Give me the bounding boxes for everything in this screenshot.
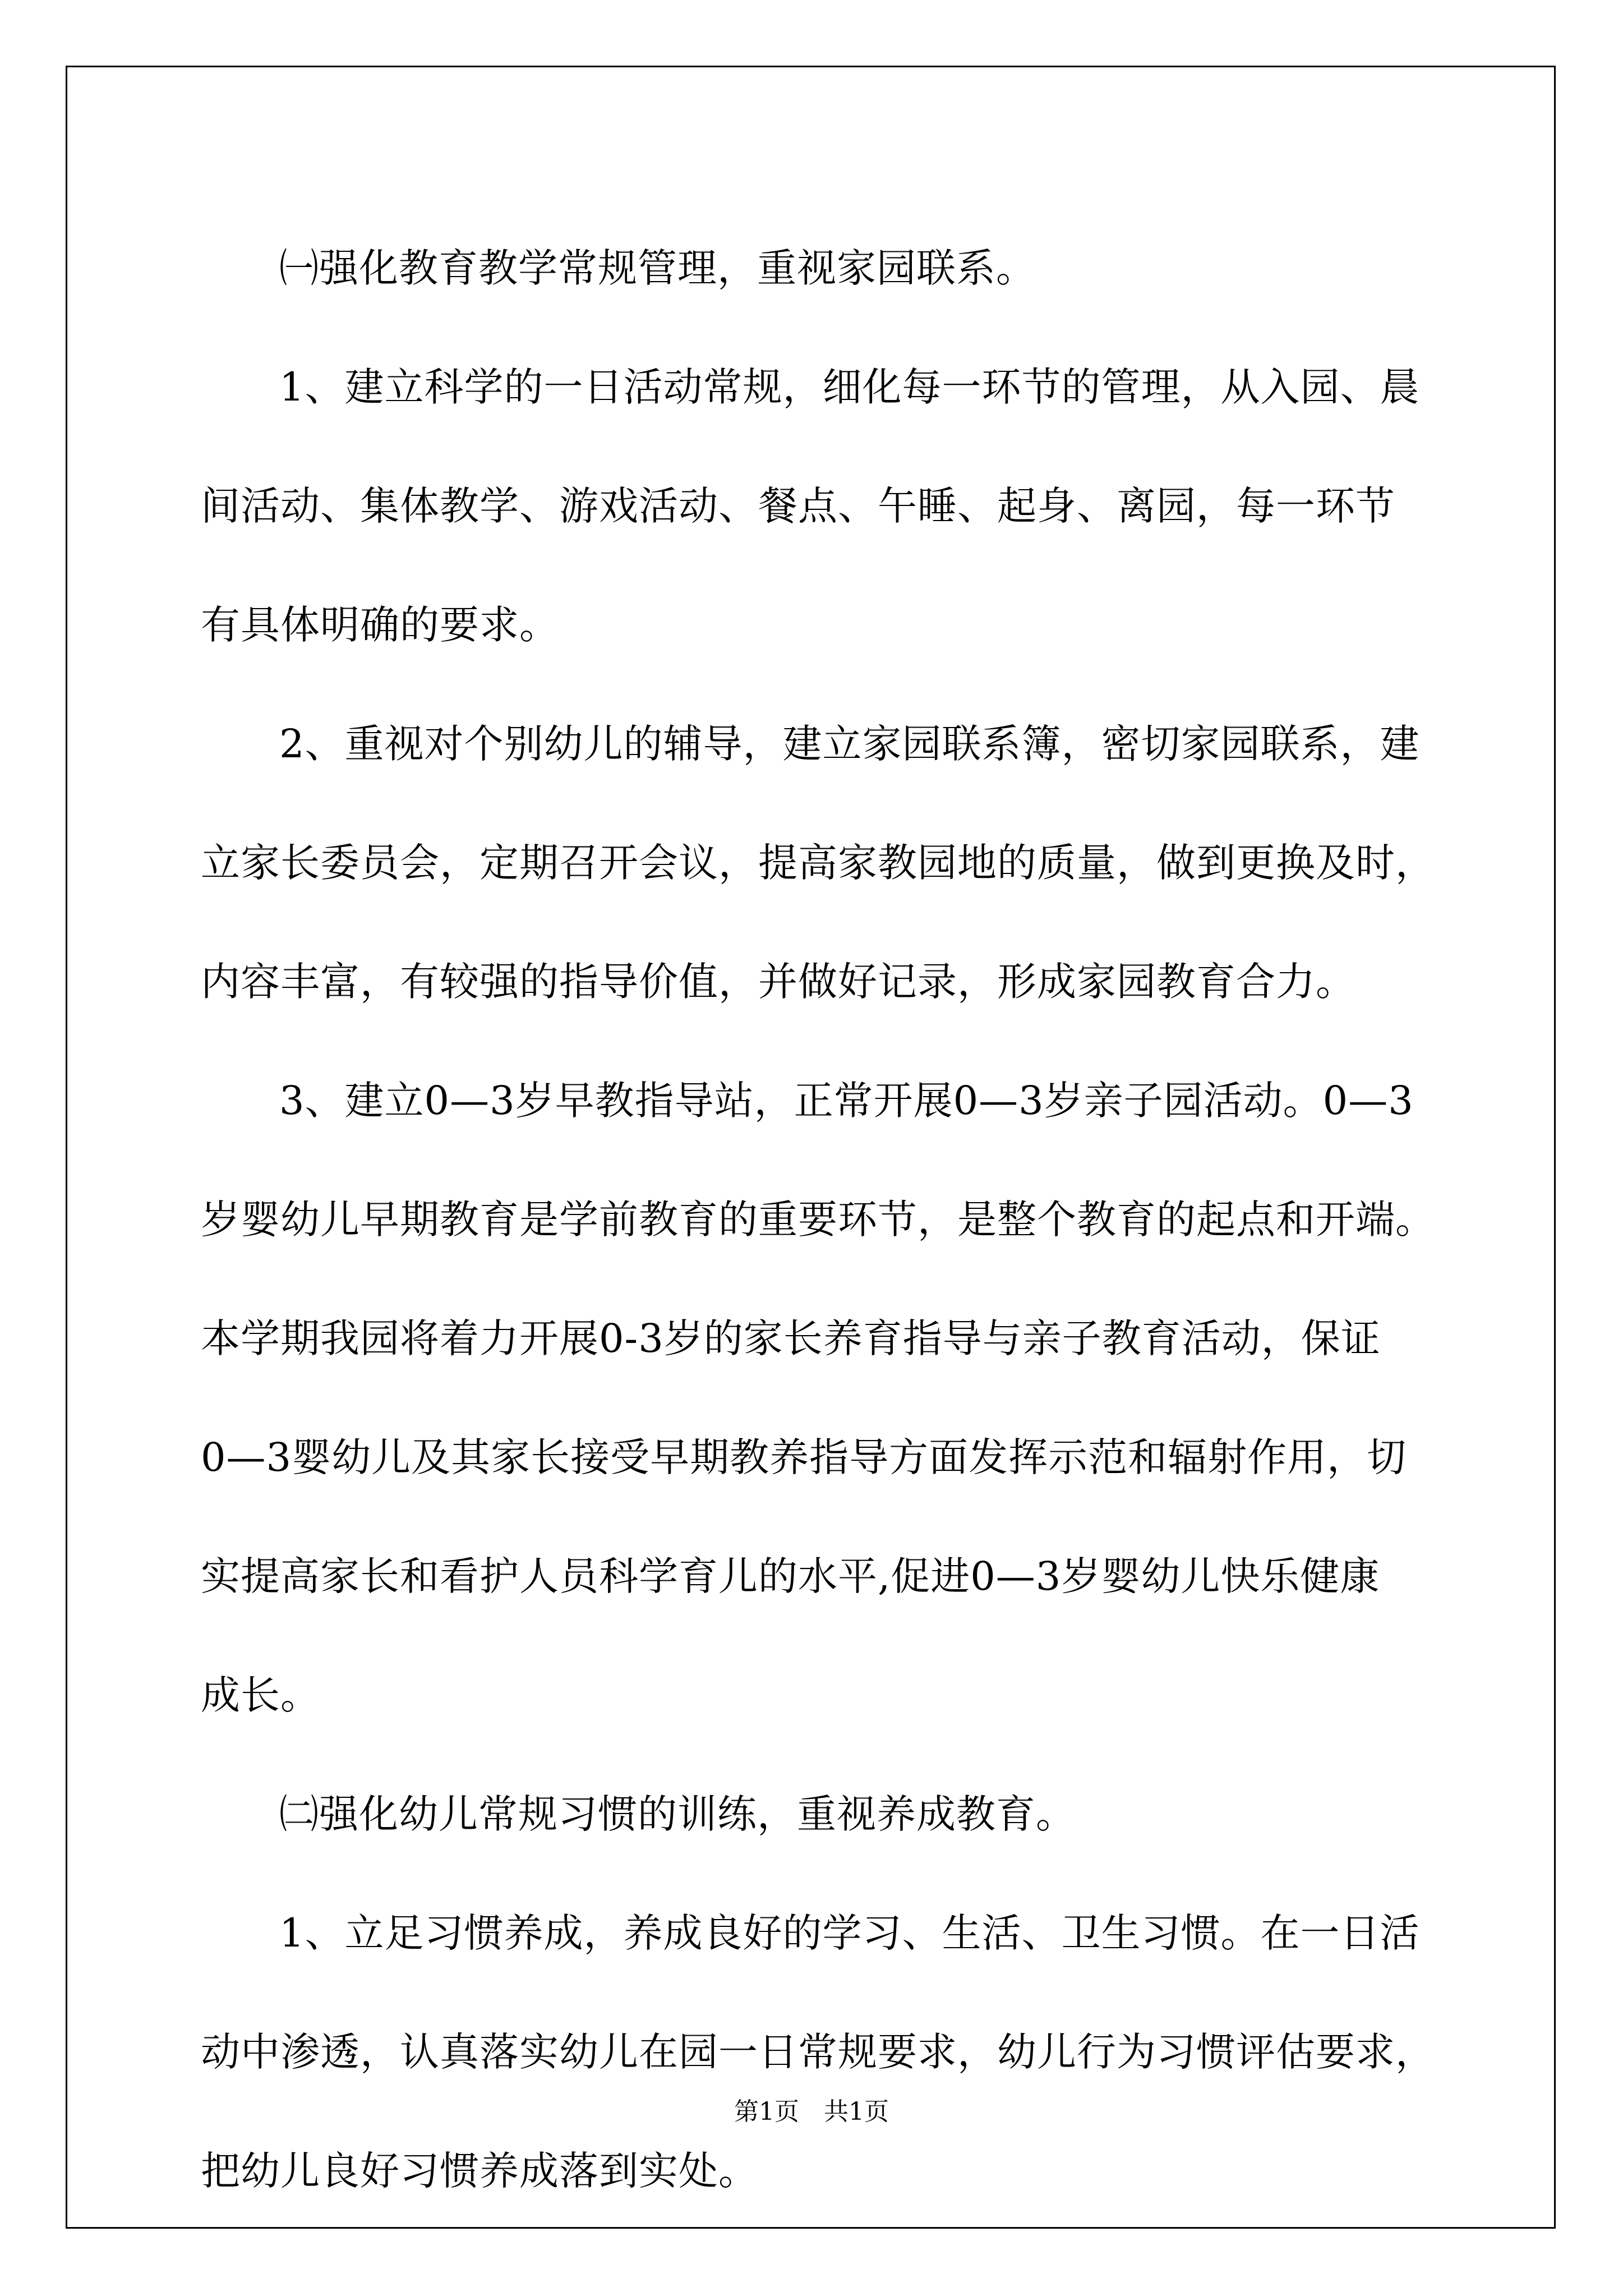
text-line: 间活动、集体教学、游戏活动、餐点、午睡、起身、离园，每一环节 bbox=[201, 483, 1395, 529]
text-line: 实提高家长和看护人员科学育儿的水平,促进0—3岁婴幼儿快乐健康 bbox=[201, 1553, 1380, 1599]
text-line: 成长。 bbox=[201, 1672, 320, 1718]
text-line: ㈠强化教育教学常规管理，重视家园联系。 bbox=[279, 245, 1036, 291]
text-line: 1、建立科学的一日活动常规，细化每一环节的管理，从入园、晨 bbox=[279, 364, 1420, 410]
text-line: 1、立足习惯养成，养成良好的学习、生活、卫生习惯。在一日活 bbox=[279, 1910, 1420, 1956]
text-line: 有具体明确的要求。 bbox=[201, 602, 559, 648]
page-number-footer: 第1页 共1页 bbox=[734, 2097, 889, 2126]
text-line: 内容丰富，有较强的指导价值，并做好记录，形成家园教育合力。 bbox=[201, 959, 1355, 1005]
text-line: 岁婴幼儿早期教育是学前教育的重要环节，是整个教育的起点和开端。 bbox=[201, 1197, 1435, 1243]
text-line: 2、重视对个别幼儿的辅导，建立家园联系簿，密切家园联系，建 bbox=[279, 721, 1420, 767]
text-line: 立家长委员会，定期召开会议，提高家教园地的质量，做到更换及时， bbox=[201, 840, 1435, 886]
text-line: ㈡强化幼儿常规习惯的训练，重视养成教育。 bbox=[279, 1791, 1076, 1837]
text-line: 动中渗透，认真落实幼儿在园一日常规要求，幼儿行为习惯评估要求， bbox=[201, 2029, 1435, 2075]
text-line: 0—3婴幼儿及其家长接受早期教养指导方面发挥示范和辐射作用，切 bbox=[201, 1434, 1407, 1480]
document-body bbox=[201, 209, 1435, 2230]
text-line: 把幼儿良好习惯养成落到实处。 bbox=[201, 2148, 758, 2194]
text-line: 3、建立0—3岁早教指导站，正常开展0—3岁亲子园活动。0—3 bbox=[279, 1078, 1414, 1124]
text-line: 本学期我园将着力开展0-3岁的家长养育指导与亲子教育活动，保证 bbox=[201, 1315, 1381, 1361]
